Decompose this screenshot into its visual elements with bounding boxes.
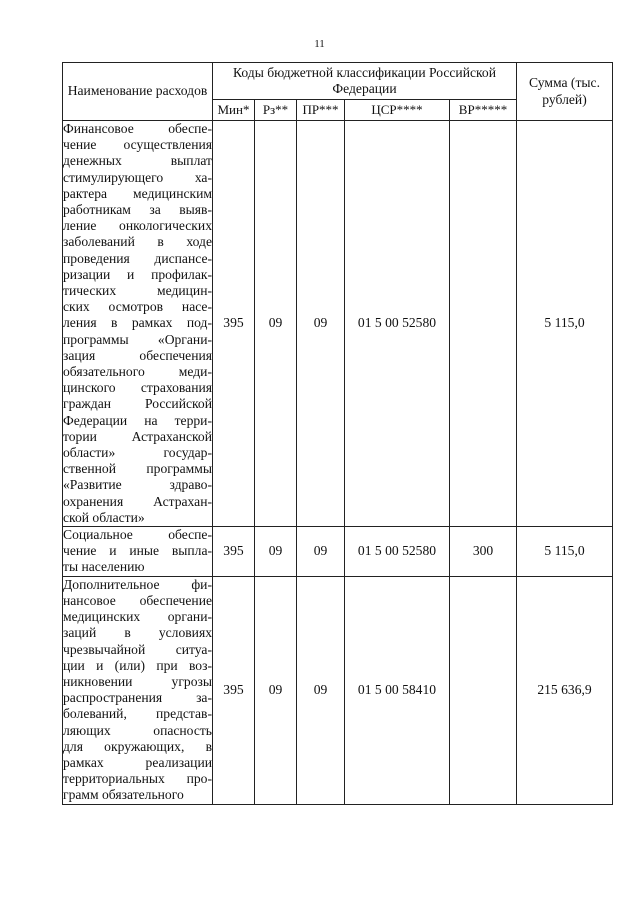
header-csr: ЦСР****	[345, 100, 450, 121]
description-line: ление онкологических	[63, 218, 212, 234]
description-line: тории Астраханской	[63, 428, 212, 444]
cell-min: 395	[213, 576, 255, 804]
table-row	[63, 576, 613, 804]
header-rz: Рз**	[255, 100, 297, 121]
description-line: медицинских органи-	[63, 609, 212, 625]
description-line: программы «Органи-	[63, 331, 212, 347]
description-line: грамм обязательного	[63, 787, 184, 803]
description-line: для окружающих, в	[63, 738, 212, 754]
description-line: охранения Астрахан-	[63, 493, 212, 509]
budget-table	[62, 62, 613, 805]
table-row	[63, 527, 613, 577]
description-line: ления в рамках под-	[63, 315, 212, 331]
description-line: ляющих опасность	[63, 722, 212, 738]
description-line: нансовое обеспечение	[63, 592, 212, 608]
description-line: Дополнительное фи-	[63, 576, 212, 592]
cell-sum: 5 115,0	[517, 121, 613, 527]
description-line: болеваний, представ-	[63, 706, 212, 722]
description-line: проведения диспансе-	[63, 250, 212, 266]
description-line: зация обеспечения	[63, 347, 212, 363]
cell-rz: 09	[255, 527, 297, 577]
description-line: ской области»	[63, 509, 145, 525]
cell-vr	[450, 121, 517, 527]
description-line: Социальное обеспе-	[63, 527, 212, 543]
row-description	[63, 527, 213, 577]
cell-rz: 09	[255, 576, 297, 804]
description-line: цинского страхования	[63, 380, 212, 396]
header-sum: Сумма (тыс. рублей)	[517, 63, 613, 121]
cell-sum: 215 636,9	[517, 576, 613, 804]
description-line: рактера медицинским	[63, 185, 212, 201]
header-pr: ПР***	[297, 100, 345, 121]
description-line: обязательного меди-	[63, 364, 212, 380]
cell-rz: 09	[255, 121, 297, 527]
row-description	[63, 121, 213, 527]
page-number: 11	[314, 38, 325, 50]
description-line: рамках реализации	[63, 754, 212, 770]
description-line: работникам за выяв-	[63, 202, 212, 218]
description-line: заций в условиях	[63, 625, 212, 641]
header-name: Наименование расходов	[63, 63, 213, 121]
cell-min: 395	[213, 527, 255, 577]
description-line: ты населению	[63, 559, 145, 575]
description-line: «Развитие здраво-	[63, 477, 212, 493]
cell-pr: 09	[297, 527, 345, 577]
description-line: чрезвычайной ситуа-	[63, 641, 212, 657]
header-vr: ВР*****	[450, 100, 517, 121]
description-line: Финансовое обеспе-	[63, 121, 212, 136]
description-line: ских осмотров насе-	[63, 299, 212, 315]
cell-csr: 01 5 00 58410	[345, 576, 450, 804]
description-line: ризации и профилак-	[63, 266, 212, 282]
cell-min: 395	[213, 121, 255, 527]
table-row	[63, 121, 613, 527]
cell-csr: 01 5 00 52580	[345, 121, 450, 527]
description-line: никновении угрозы	[63, 673, 212, 689]
cell-pr: 09	[297, 121, 345, 527]
description-line: территориальных про-	[63, 771, 212, 787]
description-line: ции и (или) при воз-	[63, 657, 212, 673]
cell-csr: 01 5 00 52580	[345, 527, 450, 577]
description-line: Федерации на терри-	[63, 412, 212, 428]
description-line: тических медицин-	[63, 283, 212, 299]
description-line: области» государ-	[63, 445, 212, 461]
description-line: денежных выплат	[63, 153, 212, 169]
description-line: стимулирующего ха-	[63, 169, 212, 185]
description-line: заболеваний в ходе	[63, 234, 212, 250]
description-line: ственной программы	[63, 461, 212, 477]
cell-pr: 09	[297, 576, 345, 804]
row-description	[63, 576, 213, 804]
header-codes: Коды бюджетной классификации Российской Федерации	[213, 63, 517, 100]
description-line: граждан Российской	[63, 396, 212, 412]
table-body	[63, 121, 613, 805]
description-line: распространения за-	[63, 690, 212, 706]
header-min: Мин*	[213, 100, 255, 121]
cell-vr: 300	[450, 527, 517, 577]
cell-vr	[450, 576, 517, 804]
description-line: чение осуществления	[63, 137, 212, 153]
cell-sum: 5 115,0	[517, 527, 613, 577]
description-line: чение и иные выпла-	[63, 543, 212, 559]
